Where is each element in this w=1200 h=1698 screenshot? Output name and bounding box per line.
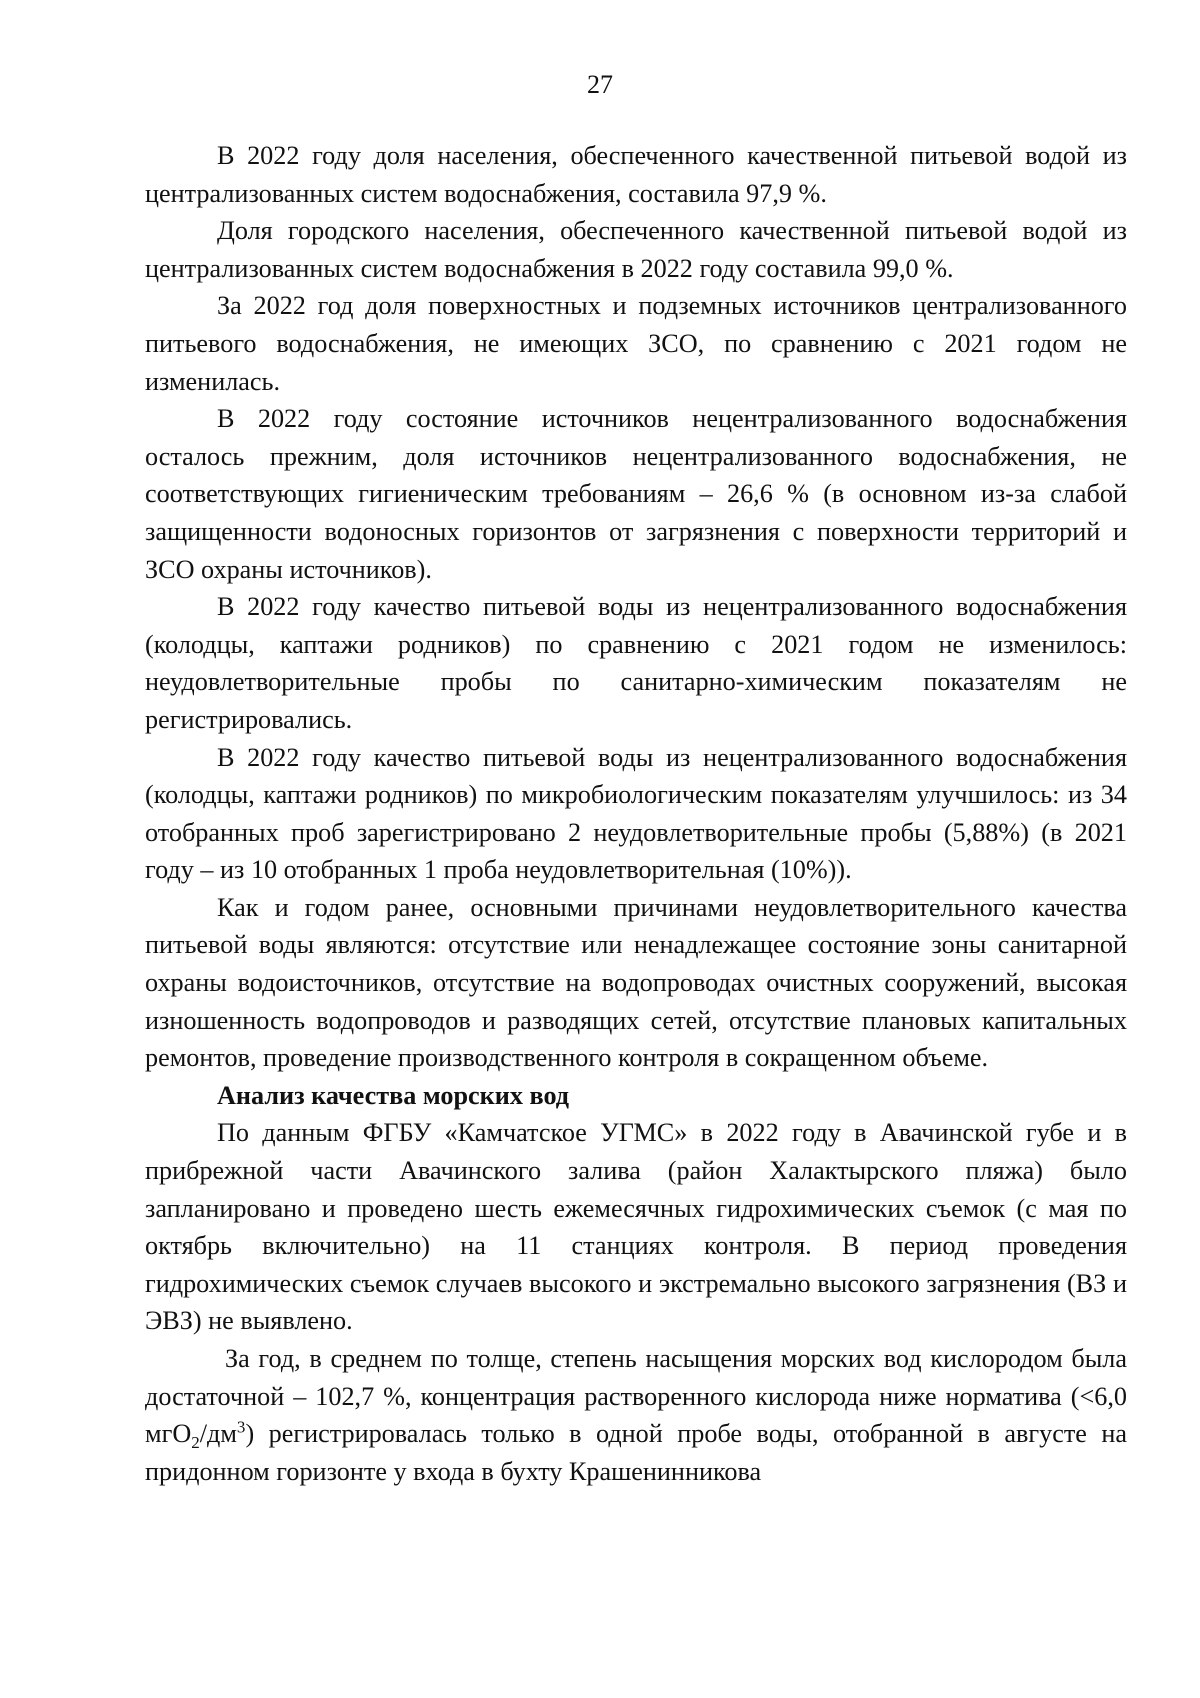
oxygen-text-part3: ) регистрировалась только в одной пробе воды, отобранной в августе на придонном горизонте у входа в бухту Крашенинникова: [145, 1419, 1127, 1486]
paragraph-marine-surveys: По данным ФГБУ «Камчатское УГМС» в 2022 году в Авачинской губе и в прибрежной части Авачинского залива (район Халактырского пляжа) было запланировано и проведено шесть ежемесячных гидрохимических съемок (с мая по октябрь включительно) на 11 станциях контроля. В период проведения гидрохимических съемок случаев высокого и экстремально высокого загрязнения (ВЗ и ЭВЗ) не выявлено.: [145, 1118, 1127, 1336]
section-heading-marine-water: Анализ качества морских вод: [217, 1080, 570, 1110]
oxygen-subscript: 2: [191, 1433, 200, 1453]
oxygen-superscript: 3: [236, 1417, 246, 1437]
paragraph-oxygen-saturation: [145, 1340, 1127, 1490]
paragraph-microbiological: В 2022 году качество питьевой воды из нецентрализованного водоснабжения (колодцы, каптажи родников) по микробиологическим показателям улучшилось: из 34 отобранных проб зарегистрировано 2 неудовлетворительные пробы (5,88%) (в 2021 году – из 10 отобранных 1 проба неудовлетворительная (10%)).: [145, 742, 1127, 885]
paragraph-sanitary-chemical: В 2022 году качество питьевой воды из нецентрализованного водоснабжения (колодцы, каптажи родников) по сравнению с 2021 годом не изменилось: неудовлетворительные пробы по санитарно-химическим показателям не регистрировались.: [145, 592, 1127, 734]
paragraph-drinking-water-share: В 2022 году доля населения, обеспеченного качественной питьевой водой из централизованных систем водоснабжения, составила 97,9 %.: [145, 141, 1127, 208]
paragraph-reasons: Как и годом ранее, основными причинами неудовлетворительного качества питьевой воды являются: отсутствие или ненадлежащее состояние зоны санитарной охраны водоисточников, отсутствие на водопроводах очистных сооружений, высокая изношенность водопроводов и разводящих сетей, отсутствие плановых капитальных ремонтов, проведение производственного контроля в сокращенном объеме.: [145, 892, 1127, 1073]
paragraph-zso-sources: За 2022 год доля поверхностных и подземных источников централизованного питьевого водоснабжения, не имеющих ЗСО, по сравнению с 2021 годом не изменилась.: [145, 291, 1127, 396]
page-number: 27: [587, 70, 613, 99]
document-body: [145, 137, 1127, 1490]
paragraph-decentralized-sources: В 2022 году состояние источников нецентрализованного водоснабжения осталось прежним, доля источников нецентрализованного водоснабжения, не соответствующих гигиеническим требованиям – 26,6 % (в основном из-за слабой защищенности водоносных горизонтов от загрязнения с поверхности территорий и ЗСО охраны источников).: [145, 404, 1127, 584]
paragraph-urban-population-share: Доля городского населения, обеспеченного качественной питьевой водой из централизованных систем водоснабжения в 2022 году составила 99,0 %.: [145, 216, 1127, 283]
oxygen-text-part1: За год, в среднем по толще, степень насыщения морских вод кислородом была достаточной – 102,7 %, концентрация растворенного кислорода ниже норматива (<6,0 мгО: [145, 1344, 1127, 1449]
oxygen-text-part2: /дм: [199, 1419, 237, 1449]
